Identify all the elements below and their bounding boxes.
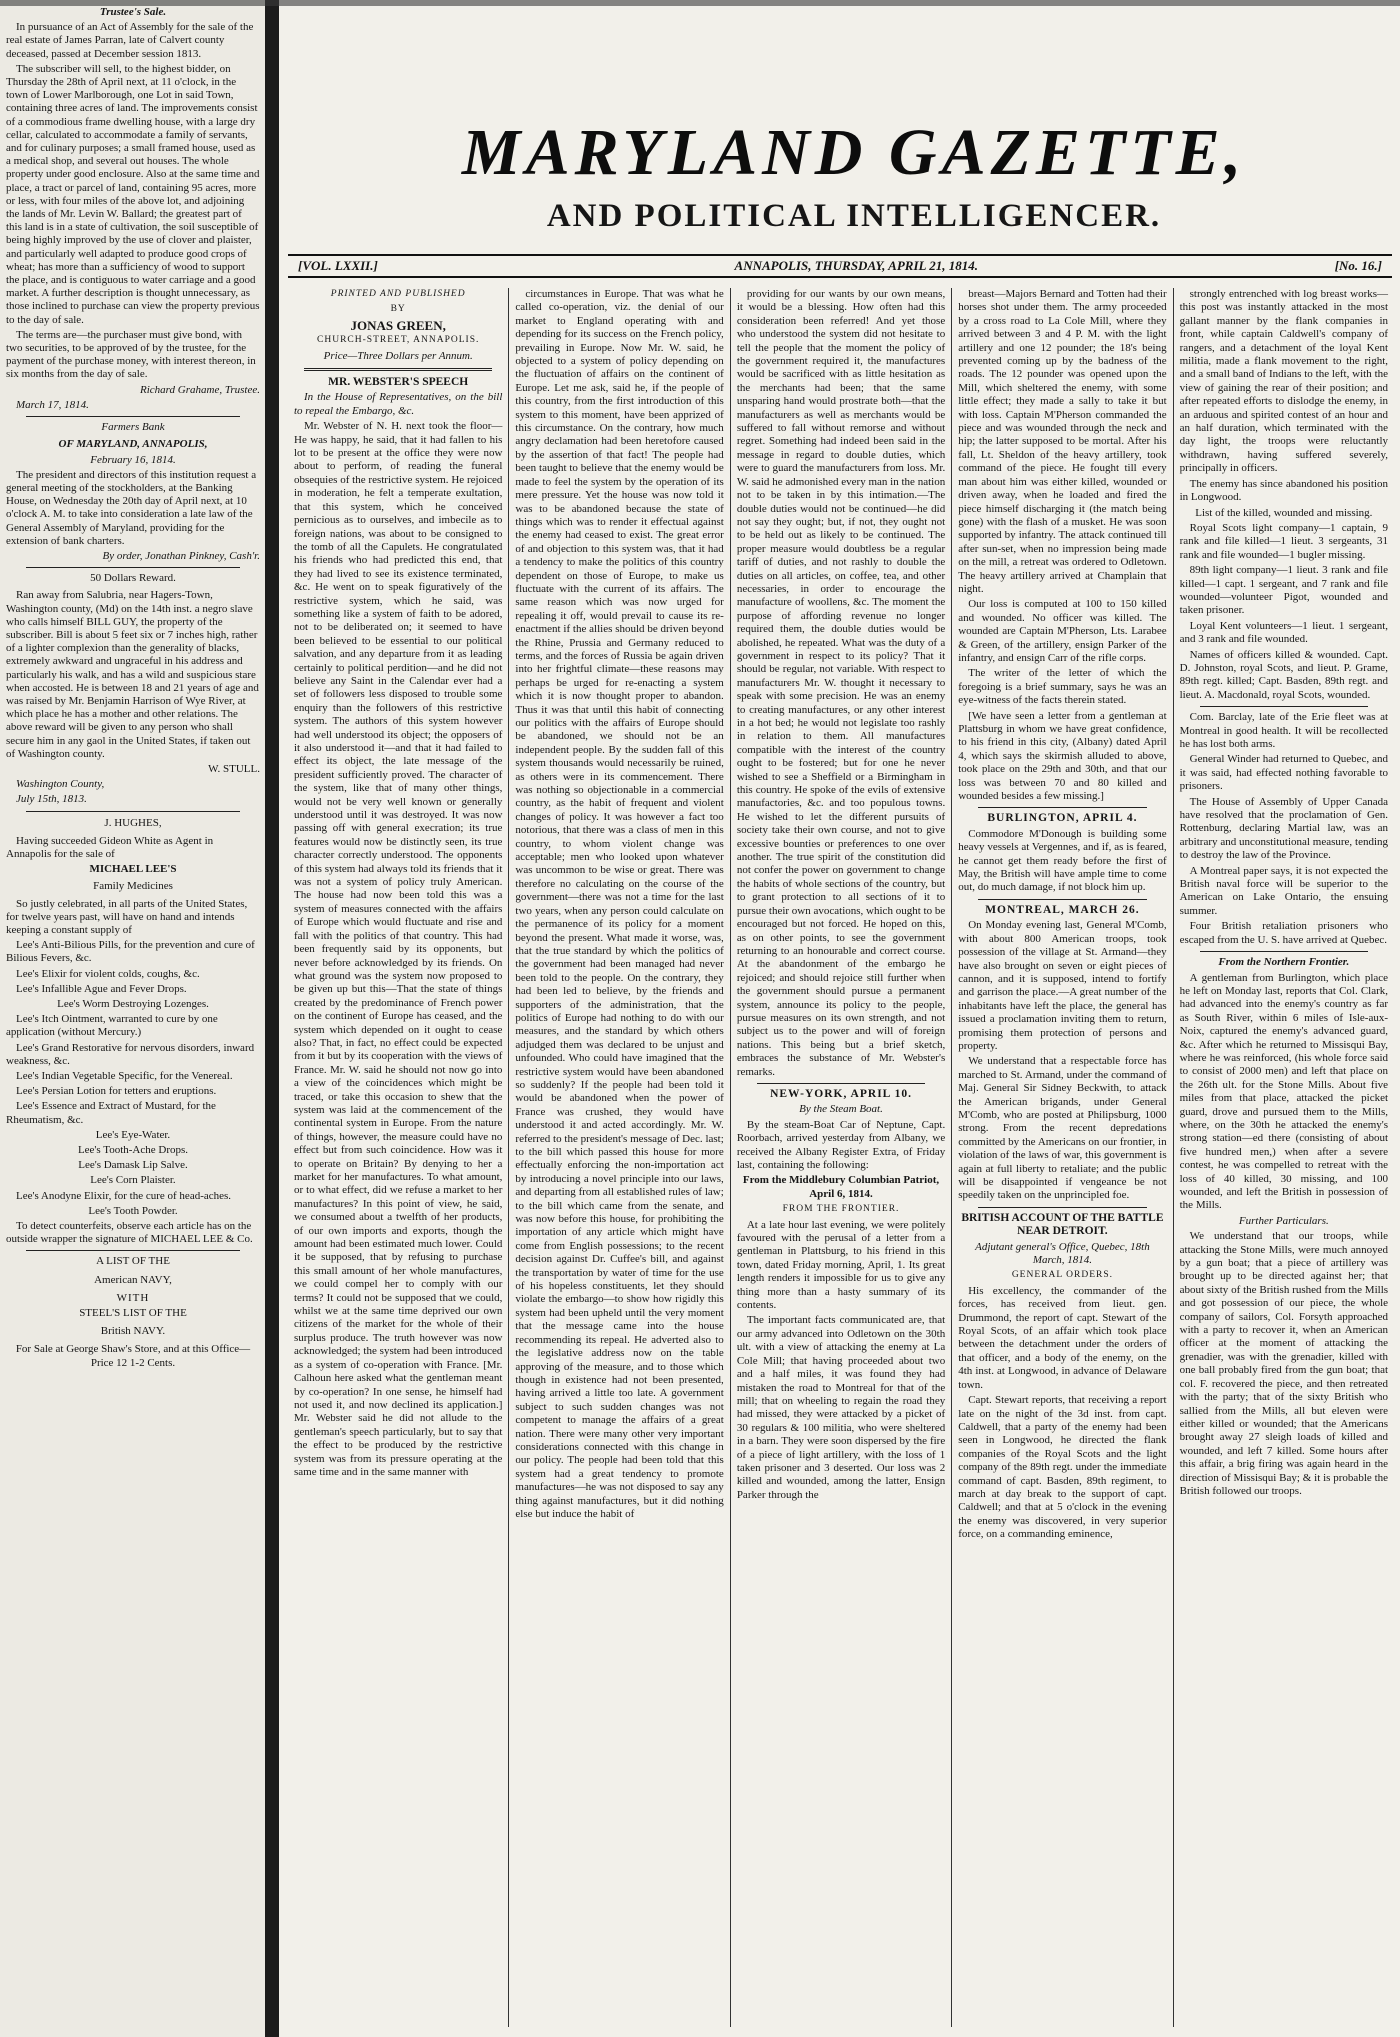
family-medicines-heading: Family Medicines <box>93 880 173 893</box>
trustee-signature: Richard Grahame, Trustee. <box>140 383 260 396</box>
burlington-heading: BURLINGTON, APRIL 4. <box>987 812 1138 825</box>
medicine-item: Lee's Worm Destroying Lozenges. <box>57 998 209 1011</box>
medicine-item: Lee's Tooth Powder. <box>88 1204 178 1217</box>
montreal-text: We understand that a respectable force has marched to St. Armand, under the command of Maj. General Sir Sidney Beckwith, to attack the American brigands, under General M'Comb, who are posted at Philipsburg, 1000 strong. From the recent depredations committed by the Americans on our frontier, in violation of the laws of war, this government is again at full liberty to retaliate; and the public will be disappointed if vengeance be not speedily taken on the unprincipled foe. <box>958 1055 1167 1202</box>
speech-subheading: In the House of Representatives, on the bill to repeal the Embargo, &c. <box>294 391 503 417</box>
medicine-item: Lee's Indian Vegetable Specific, for the Venereal. <box>16 1070 233 1083</box>
counterfeit-warning: To detect counterfeits, observe each article has on the outside wrapper the signature of MICHAEL LEE & Co. <box>6 1220 253 1246</box>
bank-heading: Farmers Bank <box>101 421 165 434</box>
frontier-text: The important facts communicated are, that our army advanced into Odletown on the 30th ult. with a view of attacking the enemy at La Cole Mill; that having proceeded about two and a half miles, it was found they had mistaken the road to Montreal for that of the mill; that on wheeling to regain the road they had missed, they were attacked by a picket of 30 regulars & 100 militia, who were sheltered in a barn. They were soon dispersed by the fire of a piece of light artillery, with the loss of 1 taken prisoner and 3 deserted. Our loss was 2 killed and wounded, among the latter, Ensign Parker through the <box>736 1314 946 1501</box>
navy-list-line: British NAVY. <box>100 1325 166 1338</box>
medicine-item: Lee's Infallible Ague and Fever Drops. <box>16 982 187 995</box>
new-york-text: By the steam-Boat Car of Neptune, Capt. Roorbach, arrived yesterday from Albany, we received the Albany Register Extra, of Friday last, containing the following: <box>736 1118 946 1171</box>
casualty-list-item: Loyal Kent volunteers—1 lieut. 1 sergeant, and 3 rank and file wounded. <box>1179 619 1389 646</box>
reward-text: Ran away from Salubria, near Hagers-Town, Washington county, (Md) on the 14th inst. a negro slave who calls himself BILL GUY, the property of the subscriber. Bill is about 5 feet six or 7 inches high, rather of a lighter complexion than the generality of blacks, extremely awkward and ungraceful in his address and particularly his walk, and has a wild and suspicious stare when accosted. He is between 18 and 21 years of age and was raised by Mr. Benjamin Harrison of Wye River, at which place he has a mother and other relations. The above reward will be given to any person who shall secure him in any gaol in the United States, if taken out of Washington county. <box>6 589 259 760</box>
speech-heading: MR. WEBSTER'S SPEECH <box>328 376 469 389</box>
news-item: General Winder had returned to Quebec, and it was said, had effected nothing favorable to prisoners. <box>1179 753 1389 793</box>
trustee-sale-heading: Trustee's Sale. <box>99 6 167 18</box>
british-account-heading: BRITISH ACCOUNT OF THE BATTLE NEAR DETROIT. <box>961 1211 1164 1238</box>
hughes-text: Having succeeded Gideon White as Agent in Annapolis for the sale of <box>6 834 214 860</box>
medicine-item: Lee's Corn Plaister. <box>90 1174 176 1187</box>
speech-text-continued: providing for our wants by our own means, it would be a blessing. How often had this consideration been referred! And yet those who understood the system did not hesitate to tell the people that the moment the policy of the government required it, the manufactures would be sacrificed with as little hesitation as the merchants had been; that the same unsparing hand would prostrate both—that the manufacturers as well as merchants would be suffered to fall without remorse and without regret. Something had indeed been said in the message in regard to double duties, which were to guard the manufacturers from loss. Mr. W. said he admonished every man in the nation not to be taken in by this intimation.—The double duties would not be continued—he did not say they ought; but, if not, they ought not to be held out as likely to be continued. The proper measure would doubtless be a regular tariff of duties, and not rashly to double the duties on all articles, on coffee, tea, and other necessaries, in order to encourage the manufacture of woollens, &c. The moment the purpose of affording revenue no longer required them, the double duties would be abolished, he repeated. What was the duty of a government in respect to its policy? That it should be regular, not variable. With respect to manufacturers Mr. W. thought it necessary to speak with some precision. He was an enemy to creating manufactures, or any other interest in a hot bed; he would not legislate too rashly in relation to them. All manufactures compatible with the interest of the country ought to be fostered; but for one he never wished to see a Sheffield or a Birmingham in this country. He spoke of the evils of extensive manufactories, &c. and too populous towns. He wished to let the different pursuits of society take their own course, and not to give excessive bounties or preferences to one over another. The true spirit of the constitution did not confer the power on government to change the habits of whole sections of the country, but to grant protection to all sections of it to pursue their own avocations, which ought to be encouraged but not forced. He hoped on this, as on other points, to see the government returning to an honourable and correct course. At the abandonment of the embargo he rejoiced; and should rejoice still further when the government should pursue a permanent system, announce its policy to the people, pursue measures on its own strength, and not subject us to the power and will of foreign nations. This being but a brief sketch, embraces the substance of Mr. Webster's remarks. <box>736 288 946 1078</box>
reward-place: Washington County, <box>16 778 105 791</box>
new-york-subheading: By the Steam Boat. <box>799 1103 883 1116</box>
bank-subheading: OF MARYLAND, ANNAPOLIS, <box>58 438 208 451</box>
trustee-sale-text: The subscriber will sell, to the highest bidder, on Thursday the 28th of April next, at 11 o'clock, in the town of Lower Marlborough, one Lot in said Town, containing three acres of land. The improvements consist of a commodious frame dwelling house, with a large dry cellar, calculated to accommodate a family of servants, and for culinary purposes; a small framed house, used as a medical shop, and several out houses. The whole property under good enclosure. Also at the same time and place, a tract or parcel of land, containing 95 acres, more or less, with four miles of the above lot, and adjoining the lands of Mr. Levin W. Ballard; the greatest part of this land is in a state of cultivation, the soil susceptible of being highly improved by the use of clover and plaister, and particularly well adapted to produce good crops of wheat; has more than a sufficiency of wood to support the place, and is contiguous to water carriage and a good market. A further description is thought unnecessary, as those inclined to purchase can view the property previous to the day of sale. <box>6 62 260 326</box>
bank-date: February 16, 1814. <box>90 453 176 466</box>
bank-signature: By order, Jonathan Pinkney, Cash'r. <box>102 549 260 562</box>
scan-edge <box>0 0 1400 6</box>
medicine-item: Lee's Anodyne Elixir, for the cure of head-aches. <box>16 1189 232 1202</box>
volume-number: [VOL. LXXII.] <box>298 258 378 273</box>
frontier-text-continued: breast—Majors Bernard and Totten had their horses shot under them. The army proceeded by a cross road to La Cole Mill, where they arrived between 3 and 4 P. M. with the light artillery and one 12 pounder; the 18's being prevented coming up by the badness of the roads. The 12 pounder was opened upon the Mill, which sheltered the enemy, with some little effect; they made a sally to take it but with loss. Captain M'Pherson commanded the piece and was wounded through the neck and hip; the latter supposed to be mortal. After his fall, Lt. Sheldon of the heavy artillery, took command of the piece. He fought till every man about him was either killed, wounded or driven away, when he loaded and fired the piece himself discharging it (the match being gone) with the flash of a musket. He was soon supported by infantry. The attack continued till after sun-set, when no impression being made on the mill, a retreat was ordered to Odletown. The heavy artillery arrived at Champlain that night. <box>958 288 1167 595</box>
issue-date: ANNAPOLIS, THURSDAY, APRIL 21, 1814. <box>734 258 978 273</box>
left-page-fragment <box>0 0 273 2037</box>
dateline-bar <box>288 254 1392 278</box>
casualty-list-item: Royal Scots light company—1 captain, 9 rank and file killed—1 lieut. 3 sergeants, 31 rank and file wounded—1 bugler missing. <box>1179 521 1389 561</box>
navy-list-line: STEEL'S LIST OF THE <box>79 1307 187 1320</box>
navy-list-line: A LIST OF THE <box>96 1255 170 1268</box>
speech-text-continued: circumstances in Europe. That was what he called co-operation, viz. the denial of our market to England operating with and depending for its success on the French policy, prevailing in Europe. Now Mr. W. said, he objected to a system of policy depending on the fluctuation of affairs on the continent of Europe. Let me ask, said he, if the people of this country, from the first introduction of this system to this moment, have been apprized of this circumstance. On the contrary, how much angry declamation had been heretofore caused by the assertion of that fact! The people had been taught to believe that the enemy would be made to feel the system by the operation of its mere pressure. Yet the house was now told it was to be abandoned because the state of things which was to render it effectual against the enemy had ceased to exist. The great error of and objection to this system was, that it had a tendency to make the politics of this country dependent on those of Europe, to make us fluctuate with the current of its affairs. The same reason which was now urged for repealing it off, would prevail to cause its re-enactment if the allies should be driven beyond the Rhine, Prussia and Germany reduced to terms, and the forces of Russia be again driven into her frightful climate—these reasons may perhaps be urged for re-enacting a system which it is now thought proper to abandon. Thus it was that until this habit of connecting our politics with the affairs of Europe should be abandoned, we should not be an independent people. By the sudden fall of this system thousands would necessarily be ruined, as others were in its commencement. There was nothing so objectionable in a commercial country, as the habit of frequent and violent changes of policy. It was however a fact too notorious, that there was a class of men in this country, to whom violent change was acceptable; men who looked upon whatever was uncommon to be wise or great. There was therefore no calculating on the course of the government—there was not a time for the last two years, when any person could calculate on the permanence of its policy for a moment beyond the present. What made it worse, was, that the true standard by which the politics of the government had been managed had never been told to the people. On the contrary, they had been led to believe, by the friends and supporters of the administration, that the politics of Europe had nothing to do with our measures, and the standard by which others adjudged them was declared to be unjust and unfounded. Who could have imagined that the restrictive system would have been abandoned so suddenly? If the people had been told it would be abandoned when the power of France was crushed, they would have understood it and acted accordingly. Mr. W. referred to the president's message of Dec. last; to the bill which passed this house for more effectually enforcing the non-importation act by introducing a novel principle into our laws, and departing from all established rules of law; to the bill which came from the senate, and was now before this house, for prohibiting the importation of any article which might have come from English possessions; to the recent decision against Dr. Cuffee's bill, and against the transportation by water of time for the use of his hopeless constituents, let they should violate the embargo—to show how rigidly this system had been upheld until the very moment that the message came into the house recommending its repeal. He adverted also to the legislative address now on the table approving of the measure, and to those which though in existence had not been presented, having arrived a little too late. A government subject to such sudden changes was not competent to manage the affairs of a great nation. There were many other very important considerations connected with this change in our policy. The people had been told that this system had a great tendency to promote manufactures—he was not disposed to say any thing against manufactures, but it did nothing else but induce the habit of <box>515 288 724 1520</box>
frontier-text-continued: [We have seen a letter from a gentleman at Plattsburg in whom we have great confidence, to his friend in this city, (Albany) dated April 4, which says the skirmish alluded to above, took place on the 29th and 30th, and that our loss was between 70 and 80 killed and wounded besides a few missing.] <box>958 709 1167 803</box>
reward-heading: 50 Dollars Reward. <box>90 572 176 585</box>
british-account-subheading: Adjutant general's Office, Quebec, 18th March, 1814. <box>975 1240 1150 1267</box>
british-account-text-continued: The enemy has since abandoned his position in Longwood. <box>1179 477 1389 504</box>
navy-list-line: American NAVY, <box>94 1273 172 1286</box>
issue-number: [No. 16.] <box>1334 258 1382 273</box>
reward-signature: W. STULL. <box>208 762 260 775</box>
medicine-item: Lee's Anti-Bilious Pills, for the prevention and cure of Bilious Fevers, &c. <box>6 939 255 965</box>
binding-gutter <box>265 0 279 2037</box>
navy-list-line: WITH <box>116 1291 150 1304</box>
casualty-list-heading: List of the killed, wounded and missing. <box>1195 506 1373 519</box>
news-item: Com. Barclay, late of the Erie fleet was at Montreal in good health. It will be recollected he has lost both arms. <box>1179 711 1389 750</box>
lee-name: MICHAEL LEE'S <box>89 863 177 876</box>
british-account-text: Capt. Stewart reports, that receiving a report late on the night of the 3d inst. from capt. Caldwell, that a party of the enemy had been seen in Longwood, he directed the flank companies of the Royal Scots and the light company of the 89th regt. under the immediate command of capt. Basden, 89th regiment, to march at day break to the support of capt. Caldwell; and that at 5 o'clock in the evening the enemy was discovered, in very superior force, on a commanding eminence, <box>958 1394 1167 1541</box>
imprint-street: CHURCH-STREET, ANNAPOLIS. <box>317 335 480 346</box>
trustee-sale-text: The terms are—the purchaser must give bond, with two securities, to be approved of by the trustee, for the payment of the purchase money, with interest thereon, in six months from the day of sale. <box>6 328 256 381</box>
burlington-text: Commodore M'Donough is building some heavy vessels at Vergennes, and if, as is feared, he cannot get them ready before the first of May, the British will have ample time to come out, do much damage, if not block him up. <box>958 827 1167 894</box>
reward-date: July 15th, 1813. <box>16 793 87 806</box>
medicine-item: Lee's Elixir for violent colds, coughs, &c. <box>16 967 200 980</box>
masthead-subtitle: AND POLITICAL INTELLIGENCER. <box>546 198 1162 234</box>
news-item: A Montreal paper says, it is not expected the British naval force will be superior to the American on Lake Ontario, the ensuing summer. <box>1179 864 1389 917</box>
middlebury-heading: From the Middlebury Columbian Patriot, April 6, 1814. <box>742 1174 940 1200</box>
imprint-price: Price—Three Dollars per Annum. <box>323 349 473 362</box>
northern-frontier-text: A gentleman from Burlington, which place he left on Monday last, reports that Col. Clark, had advanced into the enemy's country as far as South River, within 6 miles of Isle-aux-Noix, captured the enemy's advanced guard, &c. After which he returned to Missisqui Bay, where he was reinforced, (his whole force said to consist of 2000 men) and left that place on the 26th ult. for the Stone Mills. About five miles from that place, attacked the picket guard, drove and pursued them to the Mills, where, on the 30th he attacked the enemy's strong station—ed there (consisting of about five hundred men,) when after a severe contest, he was compelled to retreat with the loss of 40 killed, 30 missing, and 100 wounded, and left the British in possession of the Mills. <box>1179 971 1389 1212</box>
medicine-item: Lee's Essence and Extract of Mustard, for the Rheumatism, &c. <box>6 1100 216 1126</box>
news-item: Four British retaliation prisoners who escaped from the U. S. have arrived at Quebec. <box>1179 920 1389 946</box>
trustee-sale-text: In pursuance of an Act of Assembly for the sale of the real estate of James Parran, late of Calvert county deceased, passed at December session 1813. <box>6 21 254 60</box>
northern-frontier-heading: From the Northern Frontier. <box>1218 956 1350 969</box>
navy-list-line: For Sale at George Shaw's Store, and at this Office—Price 12 1-2 Cents. <box>15 1343 251 1369</box>
medicine-item: Lee's Persian Lotion for tetters and eruptions. <box>16 1085 217 1098</box>
frontier-text: At a late hour last evening, we were politely favoured with the perusal of a letter from a gentleman in Plattsburg, to his friend in this town, dated Friday morning, April, 1. Its great length renders it impossible for us to give any thing more than a hasty summary of its contents. <box>736 1218 946 1312</box>
general-orders-heading: GENERAL ORDERS. <box>1011 1270 1114 1281</box>
medicine-item: Lee's Grand Restorative for nervous disorders, inward weakness, &c. <box>6 1041 255 1067</box>
column-3 <box>731 288 952 2027</box>
frontier-text-continued: The writer of the letter of which the foregoing is a brief summary, says he was an eye-witness of the facts therein stated. <box>958 667 1167 707</box>
montreal-text: On Monday evening last, General M'Comb, with about 800 American troops, took possession of the village at St. Armand—they have also brought on seven or eight pieces of cannon, and it is supposed, intend to fortify and garrison the place.—A great number of the inhabitants have left the place, the general has issued a proclamation inviting them to return, promising them protection of persons and property. <box>958 919 1167 1052</box>
front-page <box>278 0 1400 2037</box>
further-particulars-heading: Further Particulars. <box>1238 1214 1329 1227</box>
british-account-text-continued: strongly entrenched with log breast works—this post was instantly attacked in the most gallant manner by the flank companies in front, while captain Caldwell's company of rangers, and a detachment of the loyal Kent militia, made a flank movement to the right, and a small band of Indians to the left, with the view of gaining the rear of their position; and after repeated efforts to dislodge the enemy, in an arduous and spirited contest of an hour and an half duration, which terminated with the day light, the troops were reluctantly withdrawn, having suffered severely, principally in officers. <box>1179 288 1389 475</box>
masthead-title: MARYLAND GAZETTE, <box>461 116 1247 189</box>
column-5 <box>1174 288 1394 2027</box>
imprint-by: BY <box>390 304 406 315</box>
medicine-item: Lee's Damask Lip Salve. <box>78 1159 188 1172</box>
further-particulars-text: We understand that our troops, while attacking the Stone Mills, were much annoyed by a gun boat; that a piece of artillery was brought up to be directed against her; that about sixty of the British rushed from the Mills and got possession of our piece, the whole company of sailors, Col. Forsyth approached with a party to recover it, when an American officer at the moment of attacking the grenadier, was with the grenadier, killed with one ball probably fired from the gun boat; that col. F. recovered the piece, and then retreated with the party; that of the sixty British who sallied from the Mills, all but eleven were either killed or wounded; that the Americans brought away 27 sleigh loads of killed and wounded, and left 7 killed. Some hours after this affair, a brig firing was again heard in the direction of Missisqui Bay; & it is probable the British followed our troops. <box>1179 1230 1389 1497</box>
medicine-item: Lee's Itch Ointment, warranted to cure by one application (without Mercury.) <box>6 1013 218 1039</box>
frontier-heading: FROM THE FRONTIER. <box>782 1204 900 1215</box>
montreal-heading: MONTREAL, MARCH 26. <box>985 903 1140 916</box>
new-york-heading: NEW-YORK, APRIL 10. <box>770 1087 912 1100</box>
casualty-list-item: Names of officers killed & wounded. Capt. D. Johnston, royal Scots, and lieut. P. Grame, 89th regt. killed; Capt. Basden, 89th regt. and lieut. A. Macdonald, royal Scots, wounded. <box>1179 648 1389 701</box>
hughes-heading: J. HUGHES, <box>104 816 162 829</box>
casualty-list-item: 89th light company—1 lieut. 3 rank and file killed—1 capt. 1 sergeant, and 7 rank and file wounded—volunteer Pigot, wounded and taken prisoner. <box>1179 564 1389 617</box>
family-medicines-text: So justly celebrated, in all parts of the United States, for twelve years past, will have on hand and intends keeping a constant supply of <box>6 897 248 936</box>
news-item: The House of Assembly of Upper Canada have resolved that the proclamation of Gen. Rottenburg, declaring Martial law, was an arbitrary and unconstitutional measure, tending to destroy the law of the Province. <box>1179 795 1389 862</box>
medicine-item: Lee's Eye-Water. <box>95 1128 171 1141</box>
column-2 <box>509 288 730 2027</box>
article-columns <box>288 288 1394 2027</box>
frontier-text-continued: Our loss is computed at 100 to 150 killed and wounded. No officer was killed. The wounded are Captain M'Pherson, Lts. Larabee & Green, of the artillery, ensign Parker of the infantry, and ensign Carr of the rifle corps. <box>958 598 1167 664</box>
medicine-item: Lee's Tooth-Ache Drops. <box>77 1144 189 1157</box>
column-4 <box>952 288 1173 2027</box>
imprint-printed: PRINTED AND PUBLISHED <box>330 289 466 299</box>
british-account-text: His excellency, the commander of the forces, has received from lieut. gen. Drummond, the report of capt. Stewart of the Royal Scots, of an affair which took place between the detachment under the orders of that officer, and a body of the enemy, on the 4th inst. at Longwood, in advance of Delaware town. <box>958 1284 1167 1391</box>
imprint-name: JONAS GREEN, <box>350 317 446 333</box>
trustee-date: March 17, 1814. <box>16 398 89 411</box>
column-1 <box>288 288 509 2027</box>
bank-notice-text: The president and directors of this institution request a general meeting of the stockholders, at the Banking House, on Wednesday the 20th day of April next, at 10 o'clock A. M. to take into consideration a late law of the General Assembly of Maryland, providing for the extension of bank charters. <box>6 468 257 547</box>
speech-text: Mr. Webster of N. H. next took the floor—He was happy, he said, that it had fallen to his lot to be present at the office they were now about to perform, of reading the funeral obsequies of the restrictive system. He rejoiced in moderation, he felt a temperate exultation, that this system, which he conceived pernicious as to ourselves, and imbecile as to foreign nations, was about to be consigned to the tomb of all the Capulets. He congratulated his friends who had predicted this end, that they had lived to see its existence terminated, &c. He went on to speak figuratively of the restrictive system, which he said, was something like a system of faith to be adored, not to be deliberated on; it seemed to have been believed to be essential to our political salvation, and any departure from it as leading certainly to political perdition—and he did not believe any Saint in the Calendar ever had a set of followers less disposed to trouble some enquiry than the followers of this restrictive system. The authors of this system however had well understood its object; the opposers of it also understood it—and that it had failed to effect its object, the late message of the president sufficiently proved. The character of the system, like that of many other things, would not be very well known or generally understood until it was destroyed. It was now passing off with general execration; its true features would now be distinctly seen, its true character correctly understood. The opponents of this system had always told its friends that it was not a system of policy truly American. The house had now been told this was a system of measures connected with the affairs of Europe which would fluctuate and rise and fall with the politics of that country. This had been frequently said by its opponents, but never before acknowledged by its friends. On what ground was the system now proposed to be given up but this—That the state of things created by the predominance of French power on the continent of Europe has ceased, and the system which depended on it ought to cease also? That, in fact, no effect could be expected from it but by its cooperation with the views of France. Mr. W. said he should not now go into a view of the coincidences which might be traced, or take this occasion to shew that the system was laid at the commencement of the continental system in Europe. From the nature of things, however, the measure could have no effect but from such coincidence. How was it to operate on Britain? By denying to her a market for her manufactures. To what amount, or to what effect, did we refuse a market to her manufactures? In this point of view, he said, we consumed about a twelfth of her products, of our own imports and exports, though the amount had been estimated much lower. Could it be supposed, that by refusing to purchase this small amount of her whole manufactures, we could compel her to comply with our terms? It could not be supposed that we could, whilst we at the same time deprived our own citizens of the market for the whole of their surplus produce. The truth however was now acknowledged; the system had been introduced as a system of co-operation with France. [Mr. Calhoun here asked what the gentleman meant by co-operation? In one sense, he himself had not used it, and now declined its application.] Mr. Webster said he did not allude to the gentleman's speech particularly, but to say that the effect to be produced by the restrictive system was from its pressure operating at the same time and in the same manner with <box>294 420 503 1478</box>
